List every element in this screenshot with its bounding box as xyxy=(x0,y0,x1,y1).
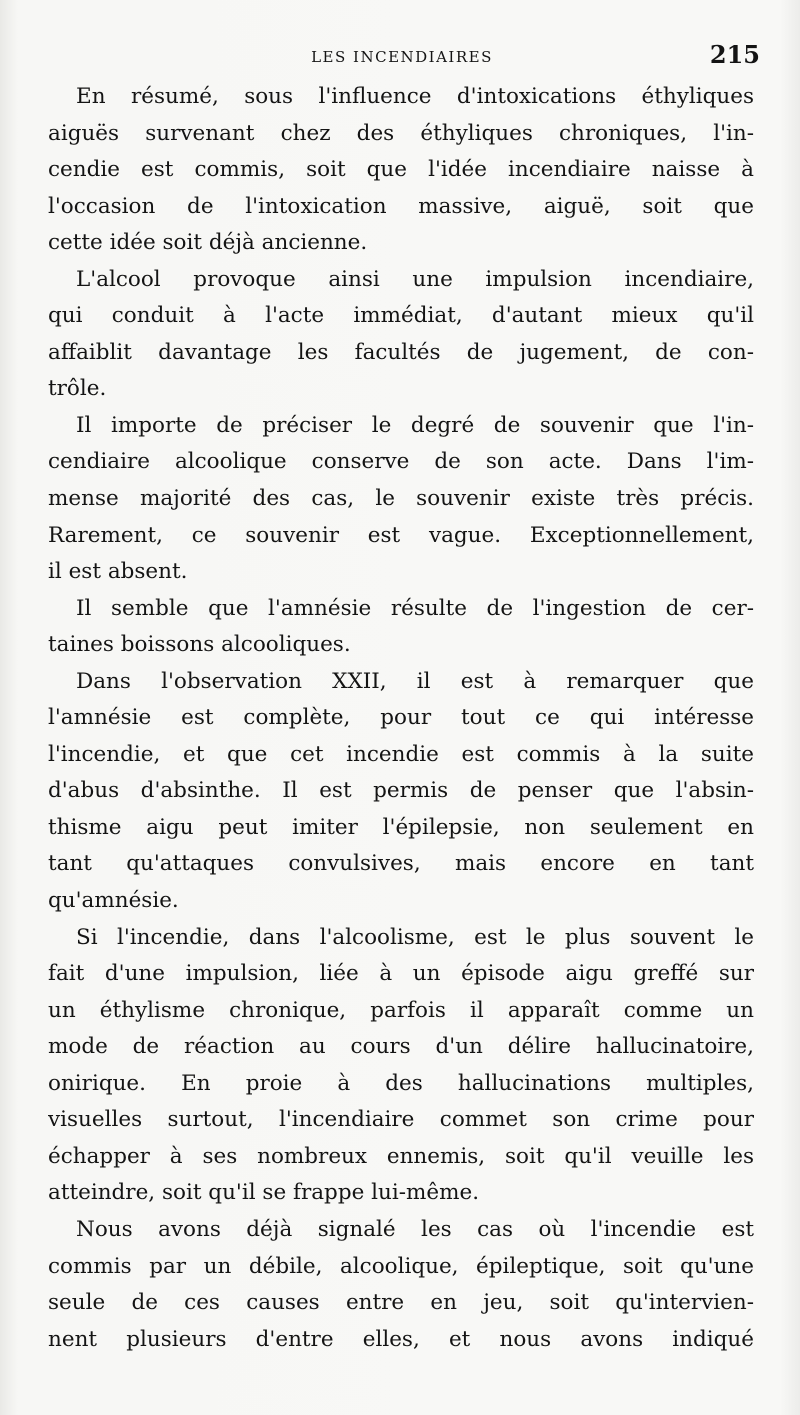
text-line: cette idée soit déjà ancienne. xyxy=(48,230,368,256)
text-line: Dans l'observation XXII, il est à remarquer que xyxy=(76,668,754,694)
text-line: un éthylisme chronique, parfois il apparaît comme un xyxy=(48,997,754,1023)
running-title: LES INCENDIAIRES xyxy=(311,48,493,66)
text-line: l'amnésie est complète, pour tout ce qui intéresse xyxy=(48,705,754,731)
text-line: Il importe de préciser le degré de souvenir que l'in- xyxy=(76,412,754,438)
text-line: mense majorité des cas, le souvenir existe très précis. xyxy=(48,486,754,512)
page-number: 215 xyxy=(709,40,760,69)
text-line: seule de ces causes entre en jeu, soit qu'intervien- xyxy=(48,1290,754,1316)
text-line: trôle. xyxy=(48,376,107,402)
text-line: cendiaire alcoolique conserve de son acte. Dans l'im- xyxy=(48,449,754,475)
text-line: affaiblit davantage les facultés de jugement, de con- xyxy=(48,339,754,365)
text-line: l'occasion de l'intoxication massive, aiguë, soit que xyxy=(48,193,754,219)
text-line: commis par un débile, alcoolique, épileptique, soit qu'une xyxy=(48,1253,754,1279)
text-line: visuelles surtout, l'incendiaire commet son crime pour xyxy=(48,1107,754,1133)
text-line: échapper à ses nombreux ennemis, soit qu'il veuille les xyxy=(48,1143,754,1169)
text-line: taines boissons alcooliques. xyxy=(48,632,351,658)
text-line: qui conduit à l'acte immédiat, d'autant mieux qu'il xyxy=(48,303,754,329)
text-line: tant qu'attaques convulsives, mais encore en tant xyxy=(48,851,754,877)
text-line: Si l'incendie, dans l'alcoolisme, est le plus souvent le xyxy=(76,924,754,950)
text-line: atteindre, soit qu'il se frappe lui-même. xyxy=(48,1180,480,1206)
text-line: thisme aigu peut imiter l'épilepsie, non seulement en xyxy=(48,814,754,840)
page-header xyxy=(44,36,760,72)
text-line: mode de réaction au cours d'un délire hallucinatoire, xyxy=(48,1034,754,1060)
text-line: il est absent. xyxy=(48,559,188,585)
text-line: Rarement, ce souvenir est vague. Exceptionnellement, xyxy=(48,522,754,548)
text-line: En résumé, sous l'influence d'intoxications éthyliques xyxy=(76,84,754,109)
text-line: fait d'une impulsion, liée à un épisode aigu greffé sur xyxy=(48,961,754,987)
text-line: onirique. En proie à des hallucinations multiples, xyxy=(48,1070,754,1096)
text-line: Nous avons déjà signalé les cas où l'incendie est xyxy=(76,1216,754,1242)
text-line: nent plusieurs d'entre elles, et nous avons indiqué xyxy=(48,1326,754,1352)
text-line: l'incendie, et que cet incendie est commis à la suite xyxy=(48,741,754,767)
text-line: qu'amnésie. xyxy=(48,888,179,914)
text-line: Il semble que l'amnésie résulte de l'ingestion de cer- xyxy=(76,595,754,621)
text-line: d'abus d'absinthe. Il est permis de penser que l'absin- xyxy=(48,778,754,804)
text-line: L'alcool provoque ainsi une impulsion incendiaire, xyxy=(76,266,754,292)
text-line: cendie est commis, soit que l'idée incendiaire naisse à xyxy=(48,157,754,183)
body-text xyxy=(48,79,754,1358)
text-line: aiguës survenant chez des éthyliques chroniques, l'in- xyxy=(48,120,754,146)
